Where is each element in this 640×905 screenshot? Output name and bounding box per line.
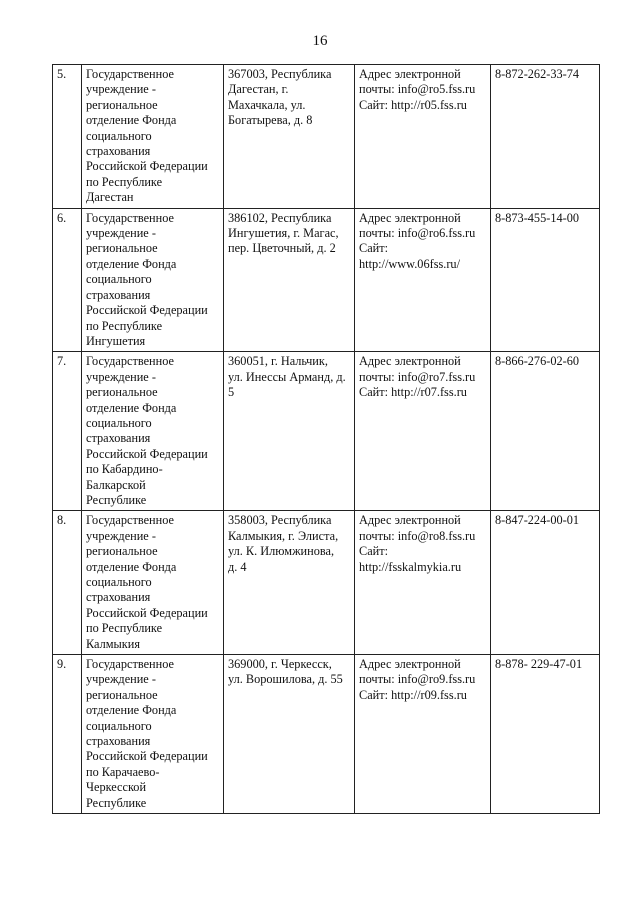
table-row — [53, 352, 600, 511]
row-number: 9. — [53, 655, 82, 814]
postal-address: 367003, Республика Дагестан, г. Махачкала, ул. Богатырева, д. 8 — [224, 65, 355, 209]
email-website: Адрес электронной почты: info@ro8.fss.ru Сайт: http://fsskalmykia.ru — [355, 511, 491, 655]
organization-name: Государственное учреждение - региональное отделение Фонда социального страхования Российской Федерации по Республике Ингушетия — [82, 208, 224, 352]
email-website: Адрес электронной почты: info@ro6.fss.ru Сайт: http://www.06fss.ru/ — [355, 208, 491, 352]
phone-number: 8-878- 229-47-01 — [491, 655, 600, 814]
fss-offices-table — [52, 64, 600, 814]
email-website: Адрес электронной почты: info@ro9.fss.ru Сайт: http://r09.fss.ru — [355, 655, 491, 814]
row-number: 6. — [53, 208, 82, 352]
organization-name: Государственное учреждение - региональное отделение Фонда социального страхования Российской Федерации по Республике Дагестан — [82, 65, 224, 209]
row-number: 7. — [53, 352, 82, 511]
phone-number: 8-847-224-00-01 — [491, 511, 600, 655]
page-number: 16 — [312, 33, 328, 49]
phone-number: 8-873-455-14-00 — [491, 208, 600, 352]
table-row — [53, 208, 600, 352]
postal-address: 369000, г. Черкесск, ул. Ворошилова, д. 55 — [224, 655, 355, 814]
postal-address: 360051, г. Нальчик, ул. Инессы Арманд, д. 5 — [224, 352, 355, 511]
organization-name: Государственное учреждение - региональное отделение Фонда социального страхования Российской Федерации по Карачаево- Черкесской Республике — [82, 655, 224, 814]
email-website: Адрес электронной почты: info@ro5.fss.ru Сайт: http://r05.fss.ru — [355, 65, 491, 209]
table-row — [53, 511, 600, 655]
organization-name: Государственное учреждение - региональное отделение Фонда социального страхования Российской Федерации по Республике Калмыкия — [82, 511, 224, 655]
phone-number: 8-866-276-02-60 — [491, 352, 600, 511]
row-number: 5. — [53, 65, 82, 209]
email-website: Адрес электронной почты: info@ro7.fss.ru Сайт: http://r07.fss.ru — [355, 352, 491, 511]
table-row — [53, 65, 600, 209]
table-row — [53, 655, 600, 814]
row-number: 8. — [53, 511, 82, 655]
phone-number: 8-872-262-33-74 — [491, 65, 600, 209]
postal-address: 358003, Республика Калмыкия, г. Элиста, ул. К. Илюмжинова, д. 4 — [224, 511, 355, 655]
organization-name: Государственное учреждение - региональное отделение Фонда социального страхования Российской Федерации по Кабардино- Балкарской Республике — [82, 352, 224, 511]
postal-address: 386102, Республика Ингушетия, г. Магас, пер. Цветочный, д. 2 — [224, 208, 355, 352]
